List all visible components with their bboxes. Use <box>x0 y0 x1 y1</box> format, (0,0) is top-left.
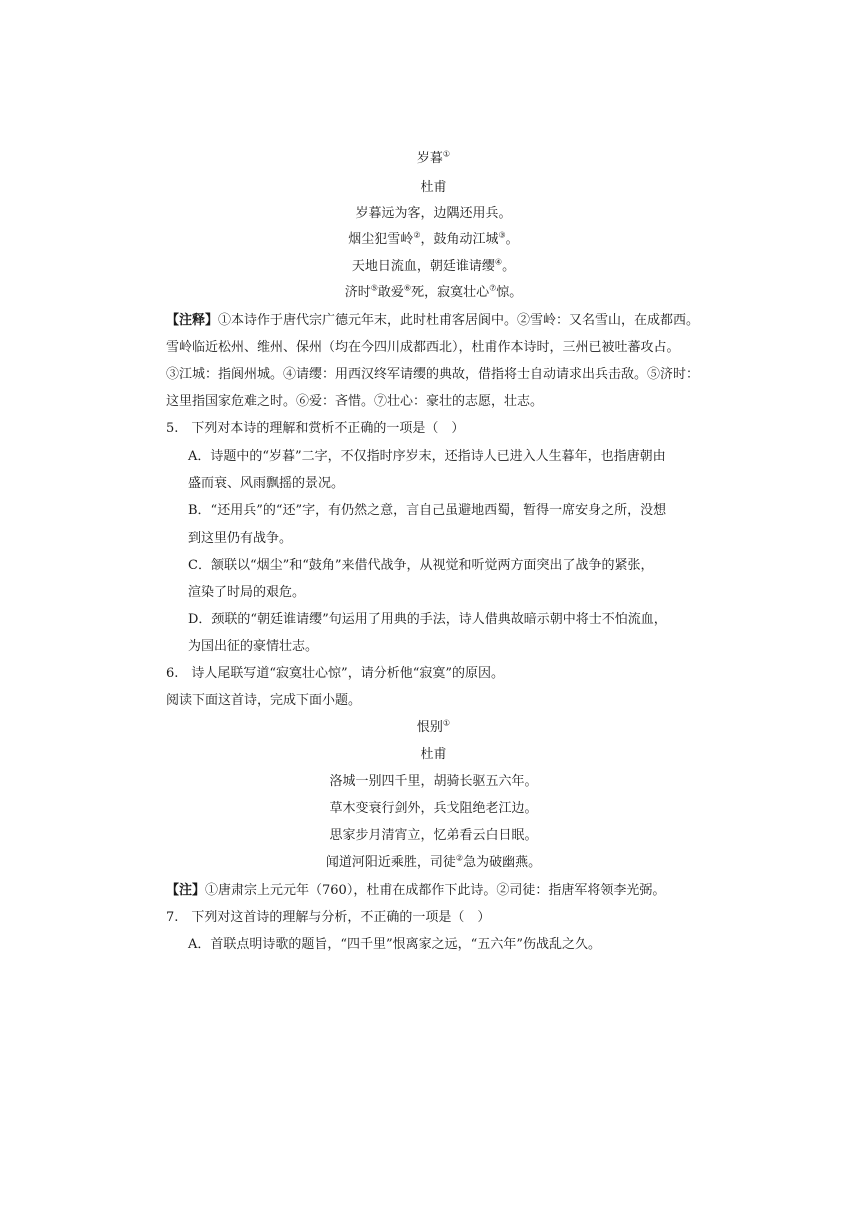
poem2-line-4 <box>0 855 867 871</box>
question-6-stem: 6. 诗人尾联写道“寂寞壮心惊”，请分析他“寂寞”的原因。 <box>166 666 504 681</box>
footnote-marker: ② <box>413 230 421 240</box>
note1-row-1 <box>166 313 699 329</box>
footnote-marker: ② <box>455 853 464 863</box>
note1-row-4: 这里指国家危难之时。⑥爱：吝惜。⑦壮心：豪壮的志愿，壮志。 <box>166 394 544 409</box>
question-5-option-c: C．颔联以“烟尘”和“鼓角”来借代战争，从视觉和听觉两方面突出了战争的紧张， <box>188 558 654 573</box>
footnote-marker: ⑥ <box>403 283 412 293</box>
poem2-author: 杜甫 <box>420 747 447 762</box>
text: 急为破幽燕。 <box>463 855 542 870</box>
poem1-line-3 <box>0 259 867 275</box>
poem1-line-1: 岁暮远为客，边隅还用兵。 <box>355 206 512 221</box>
text: ①本诗作于唐代宗广德元年末，此时杜甫客居阆中。②雪岭：又名雪山，在成都西。 <box>218 313 700 328</box>
text: 烟尘犯雪岭 <box>348 232 414 247</box>
footnote-marker: ① <box>442 149 451 159</box>
poem2-line-3: 思家步月清宵立，忆弟看云白日眠。 <box>329 828 538 843</box>
text: 闻道河阳近乘胜，司徒 <box>325 855 456 870</box>
text: 天地日流血，朝廷谁请缨 <box>351 259 495 274</box>
footnote-marker: ④ <box>494 257 503 267</box>
question-5-option-b: B．“还用兵”的“还”字，有仍然之意，言自己虽避地西蜀，暂得一席安身之所，没想 <box>188 503 667 518</box>
question-5-stem: 5. 下列对本诗的理解和赏析不正确的一项是（ ） <box>166 421 465 436</box>
poem2-title <box>0 720 867 736</box>
poem1-title <box>0 151 867 167</box>
footnote-marker: ③ <box>498 230 506 240</box>
question-7-stem: 7. 下列对这首诗的理解与分析，不正确的一项是（ ） <box>166 910 491 925</box>
poem2-line-2: 草木变衰行剑外，兵戈阻绝老江边。 <box>329 801 538 816</box>
question-5-option-d: D．颈联的“朝廷谁请缨”句运用了用典的手法，诗人借典故暗示朝中将士不怕流血， <box>188 612 667 627</box>
text: ①唐肃宗上元元年（760），杜甫在成都作下此诗。②司徒：指唐军将领李光弼。 <box>205 883 666 898</box>
question-5-option-b-cont: 到这里仍有战争。 <box>188 531 293 546</box>
note1-row-2: 雪岭临近松州、维州、保州（均在今四川成都西北），杜甫作本诗时，三州已被吐蕃攻占。 <box>166 340 680 355</box>
question-7-option-a: A．首联点明诗歌的题旨，“四千里”恨离家之远，“五六年”伤战乱之久。 <box>188 937 601 952</box>
reading-instruction: 阅读下面这首诗，完成下面小题。 <box>166 693 362 708</box>
poem1-line-4 <box>0 285 867 301</box>
text: 。 <box>505 232 519 247</box>
text: 济时 <box>344 285 371 300</box>
footnote-marker: ⑦ <box>489 283 497 293</box>
question-5-option-a-cont: 盛而衰、风雨飘摇的景况。 <box>188 476 345 491</box>
question-5-option-d-cont: 为国出征的豪情壮志。 <box>188 639 319 654</box>
text: ，鼓角动江城 <box>420 232 499 247</box>
note2-row <box>166 883 665 899</box>
poem2-title-text: 恨别 <box>416 720 443 735</box>
poem1-author: 杜甫 <box>420 180 447 195</box>
note-label: 【注释】 <box>166 313 219 328</box>
question-5-option-a: A．诗题中的“岁暮”二字，不仅指时序岁末，还指诗人已进入人生暮年，也指唐朝由 <box>188 449 666 464</box>
text: 敢爱 <box>377 285 404 300</box>
text: 死，寂寞壮心 <box>411 285 490 300</box>
question-5-option-c-cont: 渲染了时局的艰危。 <box>188 585 306 600</box>
poem1-title-text: 岁暮 <box>416 151 443 166</box>
note-label: 【注】 <box>166 883 206 898</box>
text: 。 <box>502 259 516 274</box>
poem2-line-1: 洛城一别四千里，胡骑长驱五六年。 <box>329 774 538 789</box>
poem1-line-2 <box>0 232 867 248</box>
note1-row-3: ③江城：指阆州城。④请缨：用西汉终军请缨的典故，借指将士自动请求出兵击敌。⑤济时： <box>166 367 700 382</box>
footnote-marker: ① <box>442 718 451 728</box>
text: 惊。 <box>496 285 523 300</box>
footnote-marker: ⑤ <box>370 283 378 293</box>
